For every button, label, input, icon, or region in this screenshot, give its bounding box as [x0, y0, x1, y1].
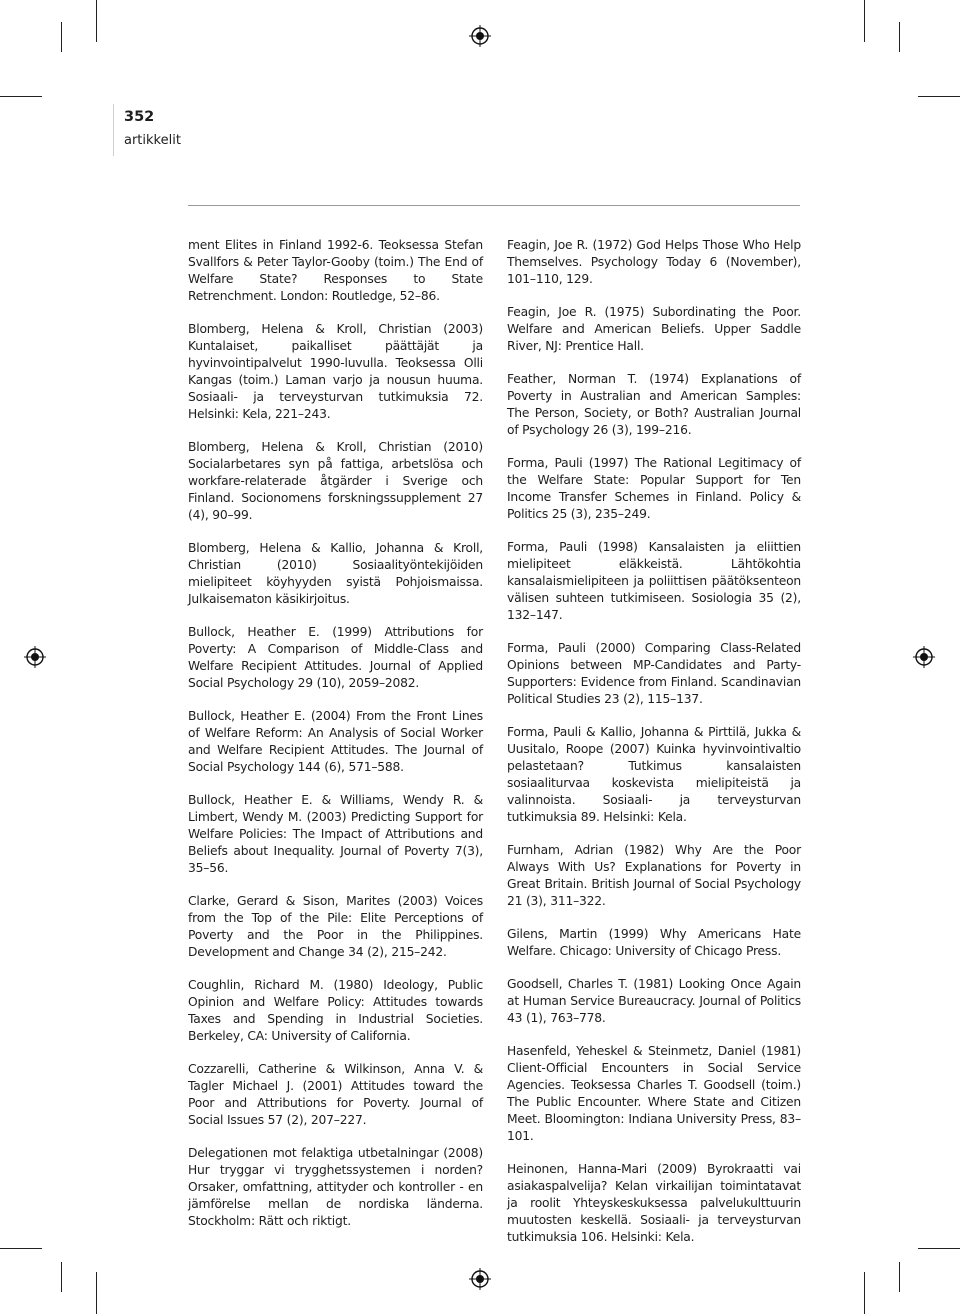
- reference-entry: Blomberg, Helena & Kroll, Christian (2003) Kuntalaiset, paikalliset päättäjät ja hyvinvointipalvelut 1990-luvulla. Teoksessa Olli Kangas (toim.) Laman varjo ja nousun huuma. Sosiaali- ja terveysturvan tutkimuksia 72. Helsinki: Kela, 221–243.: [188, 322, 483, 421]
- crop-mark: [864, 0, 865, 42]
- crop-mark: [0, 96, 42, 97]
- reference-entry: Feagin, Joe R. (1972) God Helps Those Who Help Themselves. Psychology Today 6 (November), 101–110, 129.: [507, 238, 801, 286]
- crop-mark: [918, 96, 960, 97]
- reference-entry: Forma, Pauli (1997) The Rational Legitimacy of the Welfare State: Popular Support for Ten Income Transfer Schemes in Finland. Policy & Politics 25 (3), 235–249.: [507, 456, 801, 521]
- crop-mark: [0, 1248, 42, 1249]
- reference-entry: Feather, Norman T. (1974) Explanations of Poverty in Australian and American Samples: The Person, Society, or Both? Australian Journal of Psychology 26 (3), 199–216.: [507, 372, 801, 437]
- registration-mark-icon: [469, 1268, 491, 1290]
- reference-entry: Cozzarelli, Catherine & Wilkinson, Anna V. & Tagler Michael J. (2001) Attitudes toward the Poor and Attributions for Poverty. Journal of Social Issues 57 (2), 207–227.: [188, 1062, 483, 1127]
- reference-entry: Forma, Pauli (1998) Kansalaisten ja eliittien mielipiteet eläkkeistä. Lähtökohtia kansalaismielipiteen ja poliittisen päätöksenteon välisen suhteen tutkimiseen. Sosiologia 35 (2), 132–147.: [507, 540, 801, 622]
- reference-entry: Blomberg, Helena & Kroll, Christian (2010) Socialarbetares syn på fattiga, arbetslösa och workfare-relaterade åtgärder i Sverige och Finland. Socionomens forskningssupplement 27 (4), 90–99.: [188, 440, 483, 522]
- reference-entry: Delegationen mot felaktiga utbetalningar (2008) Hur tryggar vi trygghetssystemen i norden? Orsaker, omfattning, attityder och kontroller - en jämförelse mellan de nordiska länderna. Stockholm: Rätt och riktigt.: [188, 1146, 483, 1228]
- crop-mark: [61, 22, 62, 52]
- reference-entry: Goodsell, Charles T. (1981) Looking Once Again at Human Service Bureaucracy. Journal of Politics 43 (1), 763–778.: [507, 977, 801, 1025]
- reference-entry: Hasenfeld, Yeheskel & Steinmetz, Daniel (1981) Client-Official Encounters in Social Service Agencies. Teoksessa Charles T. Goodsell (toim.) The Public Encounter. Where State and Citizen Meet. Bloomington: Indiana University Press, 83–101.: [507, 1044, 801, 1143]
- registration-mark-icon: [469, 25, 491, 47]
- reference-entry: Furnham, Adrian (1982) Why Are the Poor Always With Us? Explanations for Poverty in Great Britain. British Journal of Social Psychology 21 (3), 311–322.: [507, 843, 801, 908]
- reference-entry: ment Elites in Finland 1992-6. Teoksessa Stefan Svallfors & Peter Taylor-Gooby (toim.) The End of Welfare State? Responses to State Retrenchment. London: Routledge, 52–86.: [188, 238, 483, 303]
- section-label: artikkelit: [124, 133, 181, 148]
- crop-mark: [899, 1262, 900, 1292]
- reference-entry: Gilens, Martin (1999) Why Americans Hate Welfare. Chicago: University of Chicago Press.: [507, 927, 801, 958]
- reference-entry: Bullock, Heather E. & Williams, Wendy R. & Limbert, Wendy M. (2003) Predicting Support for Welfare Policies: The Impact of Attributions and Beliefs about Inequality. Journal of Poverty 7(3), 35–56.: [188, 793, 483, 875]
- reference-entry: Blomberg, Helena & Kallio, Johanna & Kroll, Christian (2010) Sosiaalityöntekijöiden mielipiteet köyhyyden syistä Pohjoismaissa. Julkaisematon käsikirjoitus.: [188, 541, 483, 606]
- crop-mark: [61, 1262, 62, 1292]
- crop-mark: [864, 1272, 865, 1314]
- crop-mark: [918, 1248, 960, 1249]
- reference-entry: Coughlin, Richard M. (1980) Ideology, Public Opinion and Welfare Policy: Attitudes towards Taxes and Spending in Industrial Societies. Berkeley, CA: University of California.: [188, 978, 483, 1043]
- registration-mark-icon: [24, 646, 46, 668]
- reference-entry: Bullock, Heather E. (1999) Attributions for Poverty: A Comparison of Middle-Class and Welfare Recipient Attitudes. Journal of Applied Social Psychology 29 (10), 2059–2082.: [188, 625, 483, 690]
- references-right-column: [507, 237, 801, 1262]
- reference-entry: Heinonen, Hanna-Mari (2009) Byrokraatti vai asiakaspalvelija? Kelan virkailijan toimintatavat ja roolit Yhteyskeskuksessa palvelukulttuurin muutosten keskellä. Sosiaali- ja terveysturvan tutkimuksia 106. Helsinki: Kela.: [507, 1162, 801, 1244]
- reference-entry: Feagin, Joe R. (1975) Subordinating the Poor. Welfare and American Beliefs. Upper Saddle River, NJ: Prentice Hall.: [507, 305, 801, 353]
- reference-entry: Forma, Pauli & Kallio, Johanna & Pirttilä, Jukka & Uusitalo, Roope (2007) Kuinka hyvinvointivaltio pelastetaan? Tutkimus kansalaisten sosiaaliturvaa koskevista mielipiteistä ja valinnoista. Sosiaali- ja terveysturvan tutkimuksia 89. Helsinki: Kela.: [507, 725, 801, 824]
- crop-mark: [96, 1272, 97, 1314]
- crop-mark: [899, 22, 900, 52]
- header-rule: [188, 205, 800, 206]
- reference-entry: Clarke, Gerard & Sison, Marites (2003) Voices from the Top of the Pile: Elite Perceptions of Poverty and the Poor in the Philippines. Development and Change 34 (2), 215–242.: [188, 894, 483, 959]
- page-number: 352: [124, 109, 155, 125]
- reference-entry: Forma, Pauli (2000) Comparing Class-Related Opinions between MP-Candidates and Party-Supporters: Evidence from Finland. Scandinavian Political Studies 23 (2), 115–137.: [507, 641, 801, 706]
- header-divider: [113, 104, 114, 156]
- references-left-column: [188, 237, 483, 1246]
- crop-mark: [96, 0, 97, 42]
- registration-mark-icon: [913, 646, 935, 668]
- reference-entry: Bullock, Heather E. (2004) From the Front Lines of Welfare Reform: An Analysis of Social Worker and Welfare Recipient Attitudes. The Journal of Social Psychology 144 (6), 571–588.: [188, 709, 483, 774]
